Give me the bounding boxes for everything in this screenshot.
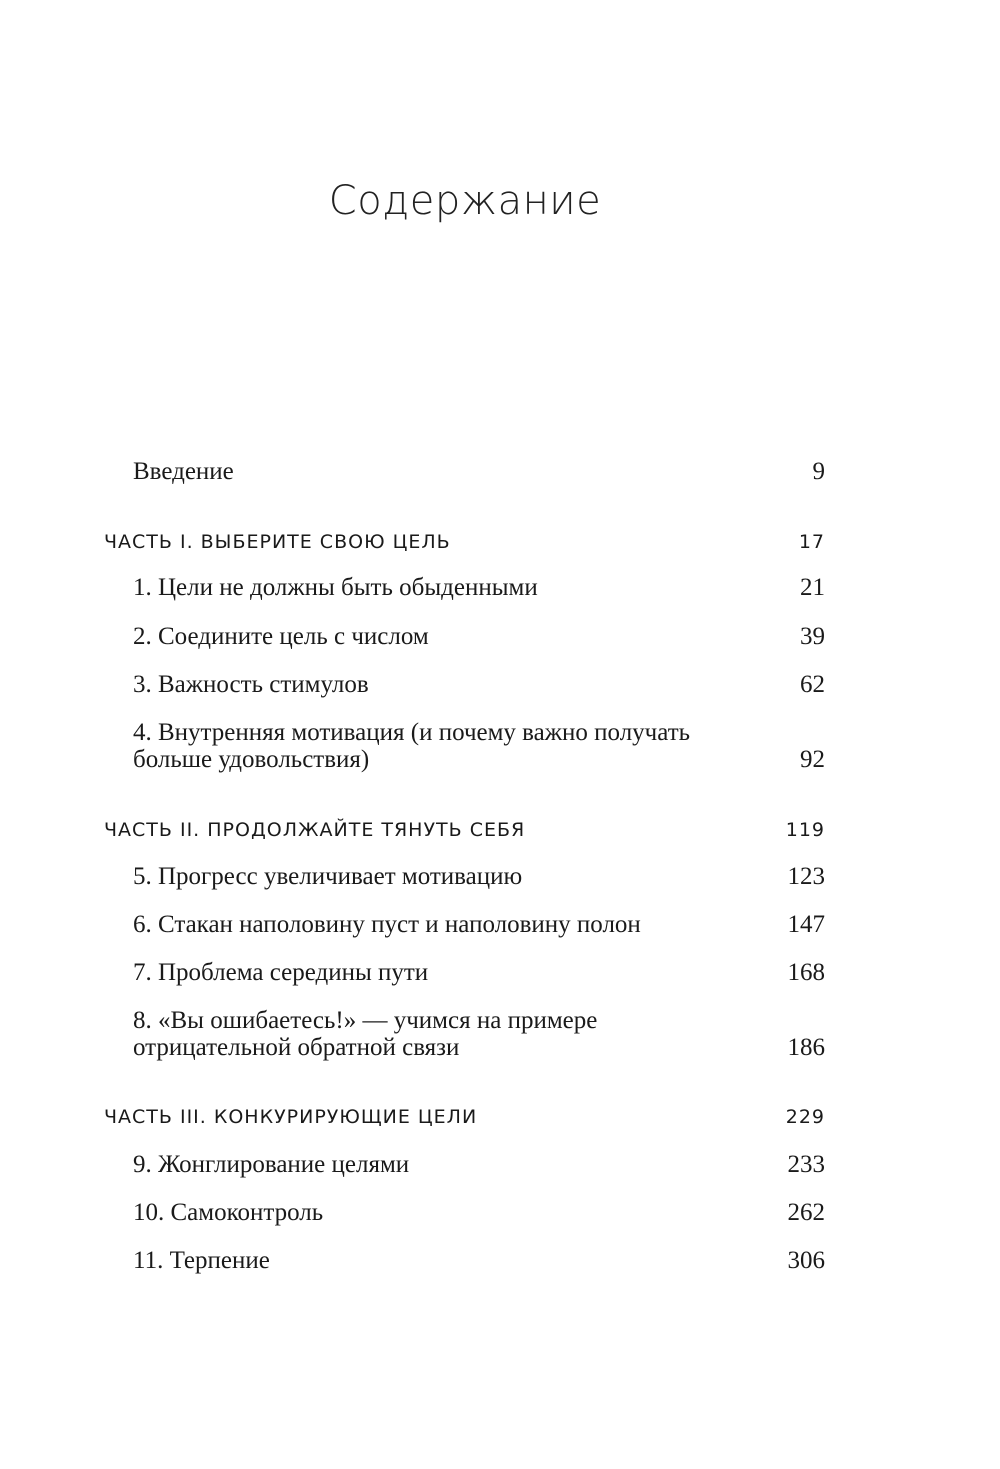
toc-entry-label: 1. Цели не должны быть обыденными — [133, 574, 538, 601]
toc-entry-page: 262 — [787, 1199, 825, 1226]
toc-entry-page: 39 — [800, 623, 825, 650]
toc-part-label: ЧАСТЬ III. КОНКУРИРУЮЩИЕ ЦЕЛИ — [104, 1106, 478, 1128]
toc-part-page: 119 — [785, 819, 825, 841]
toc-entry-page: 168 — [787, 959, 825, 986]
toc-entry-page: 186 — [787, 1034, 825, 1061]
toc-entry-label: 4. Внутренняя мотивация (и почему важно получать больше удовольствия) — [133, 719, 691, 773]
toc-part-page: 229 — [785, 1106, 825, 1128]
toc-entry-page: 306 — [787, 1247, 825, 1274]
toc-entry-page: 9 — [812, 458, 825, 485]
toc-entry-label: 6. Стакан наполовину пуст и наполовину полон — [133, 911, 641, 938]
toc-entry-label: 2. Соедините цель с числом — [133, 623, 429, 650]
toc-part-label: ЧАСТЬ I. ВЫБЕРИТЕ СВОЮ ЦЕЛЬ — [104, 531, 451, 553]
toc-entry-label: Введение — [133, 458, 234, 485]
toc-entry-label: 9. Жонглирование целями — [133, 1151, 410, 1178]
toc-entry-label: 3. Важность стимулов — [133, 671, 369, 698]
toc-entry-label: 8. «Вы ошибаетесь!» — учимся на примере отрицательной обратной связи — [133, 1007, 598, 1061]
toc-entry-page: 147 — [787, 911, 825, 938]
page-title: Содержание — [328, 178, 602, 224]
toc-part-label: ЧАСТЬ II. ПРОДОЛЖАЙТЕ ТЯНУТЬ СЕБЯ — [104, 819, 526, 841]
toc-entry-label: 5. Прогресс увеличивает мотивацию — [133, 863, 523, 890]
toc-entry-page: 233 — [787, 1151, 825, 1178]
toc-entry-page: 123 — [787, 863, 825, 890]
toc-entry-page: 62 — [800, 671, 825, 698]
toc-entry-label: 10. Самоконтроль — [133, 1199, 324, 1226]
toc-entry-label: 7. Проблема середины пути — [133, 959, 429, 986]
toc-part-page: 17 — [798, 531, 825, 553]
toc-entry-label: 11. Терпение — [133, 1247, 270, 1274]
toc-entry-page: 92 — [800, 746, 825, 773]
toc-entry-page: 21 — [800, 574, 825, 601]
